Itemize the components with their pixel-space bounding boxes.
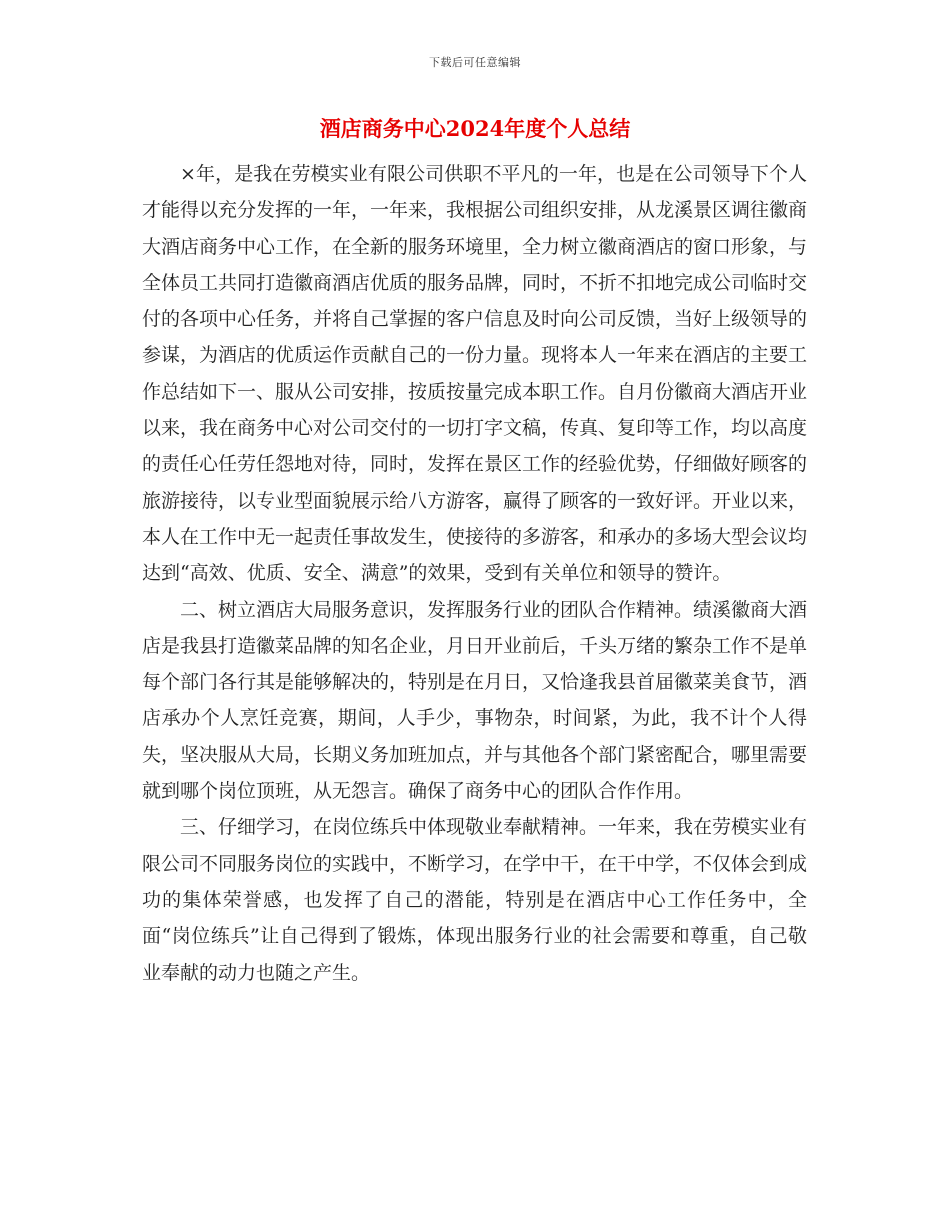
header-note: 下载后可任意编辑 [429, 56, 521, 69]
document-body [142, 156, 807, 991]
paragraph-3: 三、仔细学习，在岗位练兵中体现敬业奉献精神。一年来，我在劳模实业有限公司不同服务岗位的实践中，不断学习，在学中干，在干中学，不仅体会到成功的集体荣誉感，也发挥了自己的潜能，特别是在酒店中心工作任务中，全面“岗位练兵”让自己得到了锻炼，体现出服务行业的社会需要和尊重，自己敬业奉献的动力也随之产生。 [142, 816, 808, 984]
document-title: 酒店商务中心2024年度个人总结 [319, 116, 631, 141]
paragraph-1: ×年，是我在劳模实业有限公司供职不平凡的一年，也是在公司领导下个人才能得以充分发挥的一年，一年来，我根据公司组织安排，从龙溪景区调往徽商大酒店商务中心工作，在全新的服务环境里，全力树立徽商酒店的窗口形象，与全体员工共同打造徽商酒店优质的服务品牌，同时，不折不扣地完成公司临时交付的各项中心任务，并将自己掌握的客户信息及时向公司反馈，当好上级领导的参谋，为酒店的优质运作贡献自己的一份力量。现将本人一年来在酒店的主要工作总结如下一、服从公司安排，按质按量完成本职工作。自月份徽商大酒店开业以来，我在商务中心对公司交付的一切打字文稿，传真、复印等工作，均以高度的责任心任劳任怨地对待，同时，发挥在景区工作的经验优势，仔细做好顾客的旅游接待，以专业型面貌展示给八方游客，赢得了顾客的一致好评。开业以来，本人在工作中无一起责任事故发生，使接待的多游客，和承办的多场大型会议均达到“高效、优质、安全、满意”的效果，受到有关单位和领导的赞许。 [142, 163, 808, 585]
paragraph-2: 二、树立酒店大局服务意识，发挥服务行业的团队合作精神。绩溪徽商大酒店是我县打造徽菜品牌的知名企业，月日开业前后，千头万绪的繁杂工作不是单每个部门各行其是能够解决的，特别是在月日，又恰逢我县首届徽菜美食节，酒店承办个人烹饪竞赛，期间，人手少，事物杂，时间紧，为此，我不计个人得失，坚决服从大局，长期义务加班加点，并与其他各个部门紧密配合，哪里需要就到哪个岗位顶班，从无怨言。确保了商务中心的团队合作作用。 [142, 598, 808, 803]
